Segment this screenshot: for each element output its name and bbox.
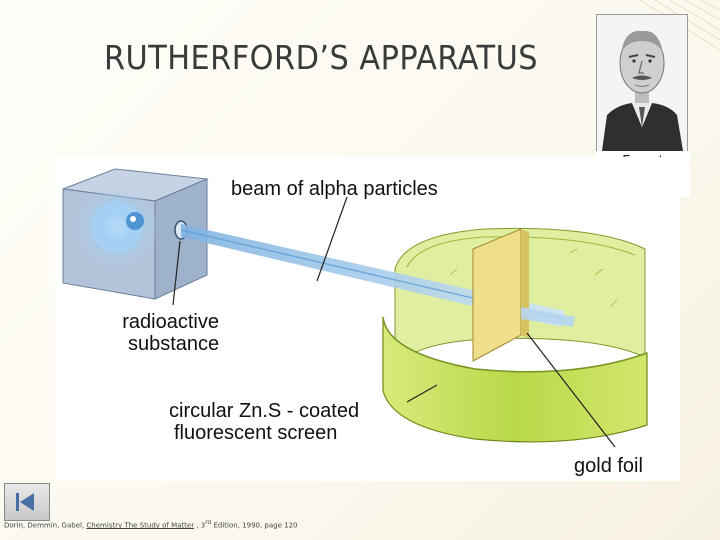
screen-label-line1: circular Zn.S - coated	[169, 400, 360, 422]
screen-label	[169, 400, 359, 444]
previous-slide-icon	[16, 493, 19, 511]
diagram-panel	[55, 157, 680, 481]
gold-foil-label: gold foil	[574, 455, 643, 477]
radioactive-label-line2: substance	[128, 333, 220, 355]
previous-slide-button[interactable]	[4, 483, 50, 521]
radioactive-substance-label	[122, 311, 219, 355]
radioactive-label-line1: radioactive	[122, 311, 219, 333]
portrait-image	[596, 14, 688, 152]
citation-authors: Dorin, Demmin, Gabel,	[4, 521, 85, 530]
gold-foil-sheet	[473, 229, 521, 361]
slide-title: RUTHERFORD’S APPARATUS	[104, 38, 539, 77]
citation-edition-suffix: rd	[205, 520, 212, 526]
citation-rest: Edition, 1990, page 120	[213, 521, 298, 530]
citation-book-link[interactable]: Chemistry The Study of Matter	[86, 521, 195, 530]
citation-edition-number: 3	[200, 521, 206, 530]
screen-label-line2: fluorescent screen	[174, 422, 338, 444]
beam-label: beam of alpha particles	[231, 178, 438, 200]
citation: Dorin, Demmin, Gabel, Chemistry The Study of Matter , 3rd Edition, 1990, page 120	[4, 520, 298, 530]
